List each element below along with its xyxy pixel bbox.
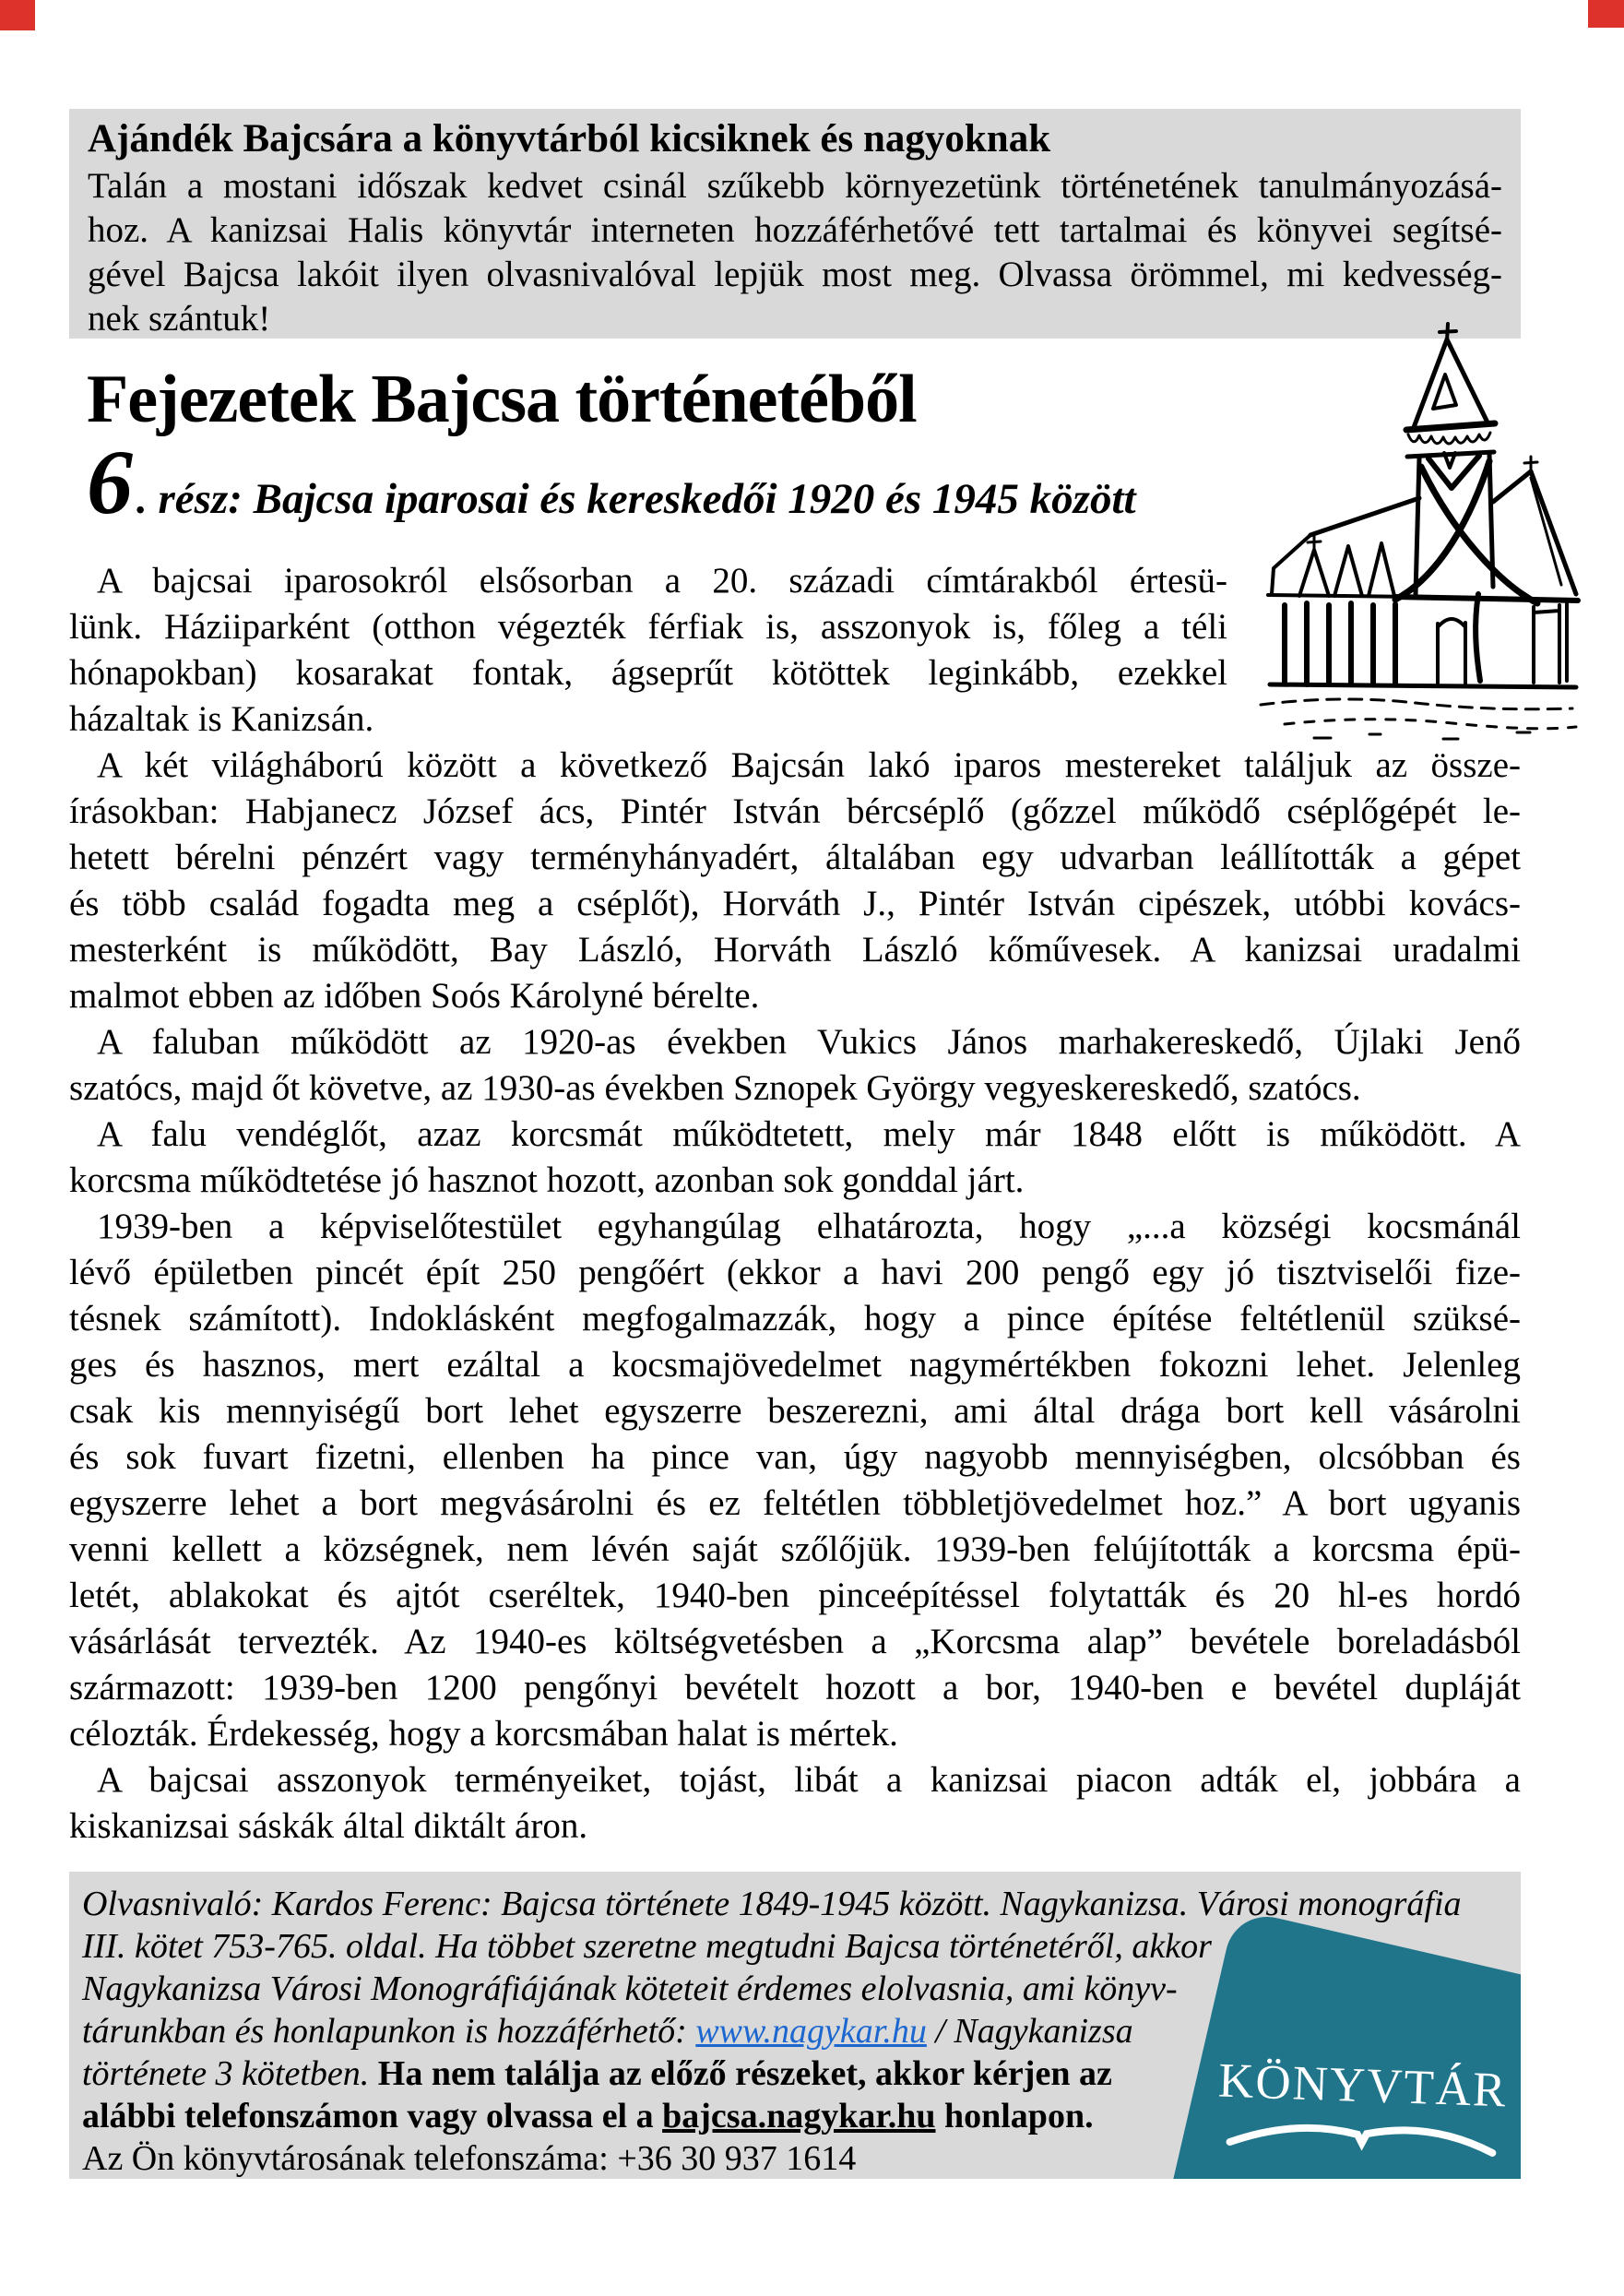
text-line: A bajcsai iparosokról elsősorban a 20. századi címtárakból értesü-: [97, 561, 1227, 601]
text-line: hoz. A kanizsai Halis könyvtár interneten hozzáférhetővé tett tartalmai és könyvei segítsé-: [88, 210, 1502, 250]
text-line: írásokban: Habjanecz József ács, Pintér István bércséplő (gőzzel működő cséplőgépét le-: [69, 791, 1521, 831]
paragraph: [69, 1757, 1521, 1850]
text-line: A falu vendéglőt, azaz korcsmát működtetett, mely már 1848 előtt is működött. A: [97, 1114, 1521, 1154]
text-line: A faluban működött az 1920-as években Vukics János marhakereskedő, Újlaki Jenő: [97, 1022, 1521, 1062]
header-text: [88, 164, 1502, 341]
text-line: [82, 1925, 1511, 1968]
text-segment: III. kötet 753-765. oldal. Ha többet szeretne megtudni Bajcsa történetéről, akkor: [82, 1927, 1212, 1966]
text-segment: honlapon.: [935, 2097, 1094, 2135]
paragraph: [69, 743, 1521, 1019]
text-line: lévő épületben pincét épít 250 pengőért (ekkor a havi 200 pengő egy jó tisztviselői fize-: [69, 1253, 1521, 1292]
text-line: letét, ablakokat és ajtót cseréltek, 1940-ben pinceépítéssel folytatták és 20 hl-es hordó: [69, 1576, 1521, 1615]
text-line: tésnek számított). Indoklásként megfogalmazzák, hogy a pince építése feltétlenül szüksé-: [69, 1299, 1521, 1338]
text-line: venni kellett a községnek, nem lévén saját szőlőjük. 1939-ben felújították a korcsma épü-: [69, 1529, 1521, 1569]
paragraph: [69, 558, 1227, 743]
text-line: gével Bajcsa lakóit ilyen olvasnivalóval lepjük most meg. Olvassa örömmel, mi kedvesség-: [88, 255, 1502, 294]
text-line: nek szántuk!: [88, 299, 271, 339]
body-text: [69, 558, 1521, 1850]
text-line: házaltak is Kanizsán.: [69, 699, 374, 739]
text-line: vásárlását tervezték. Az 1940-es költségvetésben a „Korcsma alap” bevétele boreladásból: [69, 1622, 1521, 1661]
text-line: hónapokban) kosarakat fontak, ágseprűt kötöttek leginkább, ezekkel: [69, 653, 1227, 693]
text-segment: alábbi telefonszámon vagy olvassa el a: [82, 2097, 663, 2135]
text-segment: tárunkban és honlapunkon is hozzáférhető:: [82, 2012, 696, 2051]
text-line: [82, 1883, 1511, 1925]
text-line: [82, 1968, 1511, 2010]
text-segment: Ha nem találja az előző részeket, akkor kérjen az: [377, 2054, 1112, 2093]
text-line: és sok fuvart fizetni, ellenben ha pince van, úgy nagyobb mennyiségben, olcsóbban és: [69, 1437, 1521, 1477]
text-segment: / Nagykanizsa: [926, 2012, 1133, 2051]
text-line: egyszerre lehet a bort megvásárolni és ez feltétlen többletjövedelmet hoz.” A bort ugyanis: [69, 1483, 1521, 1523]
text-line: Talán a mostani időszak kedvet csinál szűkebb környezetünk történetének tanulmányozásá-: [88, 166, 1502, 206]
page-title: Fejezetek Bajcsa történetéből: [87, 362, 917, 437]
logo-text: KÖNYVTÁR: [1217, 2053, 1509, 2118]
paragraph: [69, 1019, 1521, 1112]
text-segment: Az Ön könyvtárosának telefonszáma: +36 30 937 1614: [82, 2139, 857, 2178]
text-line: célozták. Érdekesség, hogy a korcsmában halat is mértek.: [69, 1714, 898, 1754]
text-line: mesterként is működött, Bay László, Horváth László kőművesek. A kanizsai uradalmi: [69, 930, 1521, 970]
header-title: Ajándék Bajcsára a könyvtárból kicsiknek és nagyoknak: [88, 117, 1051, 161]
text-line: lünk. Háziiparként (otthon végezték férfiak is, asszonyok is, főleg a téli: [69, 607, 1227, 647]
library-logo: [1203, 2054, 1520, 2159]
text-line: kiskanizsai sáskák által diktált áron.: [69, 1806, 588, 1846]
text-line: A két világháború között a következő Bajcsán lakó iparos mestereket találjuk az össze-: [97, 745, 1521, 785]
text-line: A bajcsai asszonyok terményeiket, tojást, libát a kanizsai piacon adták el, jobbára a: [97, 1760, 1521, 1800]
link-www-nagykar-hu[interactable]: www.nagykar.hu: [695, 2012, 927, 2051]
corner-mark-left: [0, 0, 35, 30]
paragraph: [69, 1112, 1521, 1204]
text-segment: története 3 kötetben.: [82, 2054, 378, 2093]
corner-mark-right: [1588, 0, 1624, 28]
text-line: származott: 1939-ben 1200 pengőnyi bevételt hozott a bor, 1940-ben e bevétel dupláját: [69, 1668, 1521, 1707]
text-line: és több család fogadta meg a cséplőt), Horváth J., Pintér István cipészek, utóbbi kovács-: [69, 884, 1521, 923]
text-line: hetett bérelni pénzért vagy terményhányadért, általában egy udvarban leállították a gépet: [69, 838, 1521, 877]
subtitle: [87, 431, 1136, 533]
text-line: 1939-ben a képviselőtestület egyhangúlag elhatározta, hogy „...a községi kocsmánál: [97, 1207, 1521, 1246]
footer-box: [69, 1872, 1521, 2179]
text-line: csak kis mennyiségű bort lehet egyszerre beszerezni, ami által drága bort kell vásárolni: [69, 1391, 1521, 1431]
text-line: malmot ebben az időben Soós Károlyné bérelte.: [69, 976, 760, 1016]
text-segment: Olvasnivaló: Kardos Ferenc: Bajcsa története 1849-1945 között. Nagykanizsa. Városi monográfia: [82, 1885, 1462, 1923]
subtitle-text: . rész: Bajcsa iparosai és kereskedői 1920 és 1945 között: [136, 475, 1136, 523]
link-bajcsa-nagykar-hu[interactable]: bajcsa.nagykar.hu: [662, 2097, 936, 2135]
header-box: [69, 109, 1521, 339]
text-segment: Nagykanizsa Városi Monográfiájának köteteit érdemes elolvasnia, ami könyv-: [82, 1969, 1178, 2008]
text-line: ges és hasznos, mert ezáltal a kocsmajövedelmet nagymértékben fokozni lehet. Jelenleg: [69, 1345, 1521, 1385]
text-line: [82, 2010, 1511, 2052]
text-line: korcsma működtetése jó hasznot hozott, azonban sok gonddal járt.: [69, 1160, 1025, 1200]
text-line: szatócs, majd őt követve, az 1930-as években Sznopek György vegyeskereskedő, szatócs.: [69, 1068, 1361, 1108]
part-number: 6: [87, 431, 133, 533]
paragraph: [69, 1204, 1521, 1757]
